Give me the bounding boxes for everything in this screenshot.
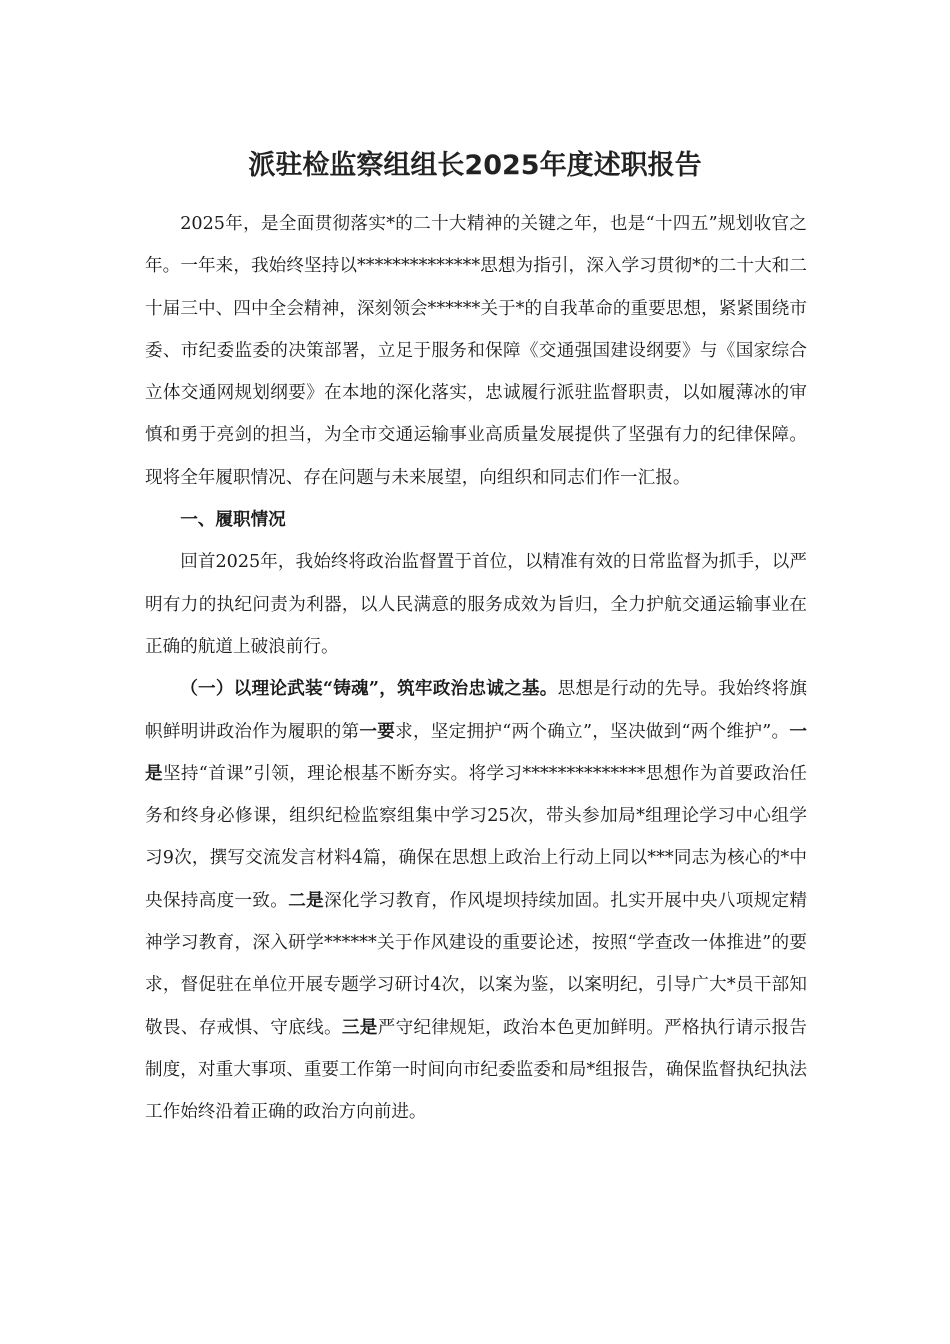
point-1-text: 坚持“首课”引领，理论根基不断夯实。将学习**************思想作为首要政治任务和终身必修课，组织纪检监察组集中学习25次，带头参加局*组理论学习中心组学习9次，撰写交流发言材料4篇，确保在思想上政治上行动上同以***同志为核心的*中央保持高度一致。 [145,763,807,911]
subsection-bold-a: 一要 [359,720,396,742]
intro-paragraph: 2025年，是全面贯彻落实*的二十大精神的关键之年，也是“十四五”规划收官之年。一年来，我始终坚持以**************思想为指引，深入学习贯彻*的二十大和二十届三中、四中全会精神，深刻领会******关于*的自我革命的重要思想，紧紧围绕市委、市纪委监委的决策部署，立足于服务和保障《交通强国建设纲要》与《国家综合立体交通网规划纲要》在本地的深化落实，忠诚履行派驻监督职责，以如履薄冰的审慎和勇于亮剑的担当，为全市交通运输事业高质量发展提供了坚强有力的纪律保障。现将全年履职情况、存在问题与未来展望，向组织和同志们作一汇报。 [145,214,807,488]
section-paragraph: 回首2025年，我始终将政治监督置于首位，以精准有效的日常监督为抓手，以严明有力的执纪问责为利器，以人民满意的服务成效为旨归，全力护航交通运输事业在正确的航道上破浪前行。 [145,552,807,657]
point-2-label: 二是 [288,889,325,911]
subsection-heading: （一）以理论武装“铸魂”，筑牢政治忠诚之基。 [180,678,558,700]
point-2-text: 深化学习教育，作风堤坝持续加固。扎实开展中央八项规定精神学习教育，深入研学******关于作风建设的重要论述，按照“学查改一体推进”的要求，督促驻在单位开展专题学习研讨4次，以案为鉴，以案明纪，引导广大*员干部知敬畏、存戒惧、守底线。 [145,890,807,1038]
point-3-text: 严守纪律规矩，政治本色更加鲜明。严格执行请示报告制度，对重大事项、重要工作第一时间向市纪委监委和局*组报告，确保监督执纪执法工作始终沿着正确的政治方向前进。 [145,1017,807,1123]
point-3-label: 三是 [341,1016,378,1038]
point-1-label: 一是 [145,720,807,784]
subsection-text-b: 求，坚定拥护“两个确立”，坚决做到“两个维护”。 [395,721,790,742]
section-heading: 一、履职情况 [180,509,286,531]
subsection-text-a: 思想是行动的先导。我始终将旗帜鲜明讲政治作为履职的第 [145,679,807,742]
page-title: 派驻检监察组组长2025年度述职报告 [248,150,702,181]
document-body [145,203,807,1134]
subsection-paragraph [145,668,807,1133]
